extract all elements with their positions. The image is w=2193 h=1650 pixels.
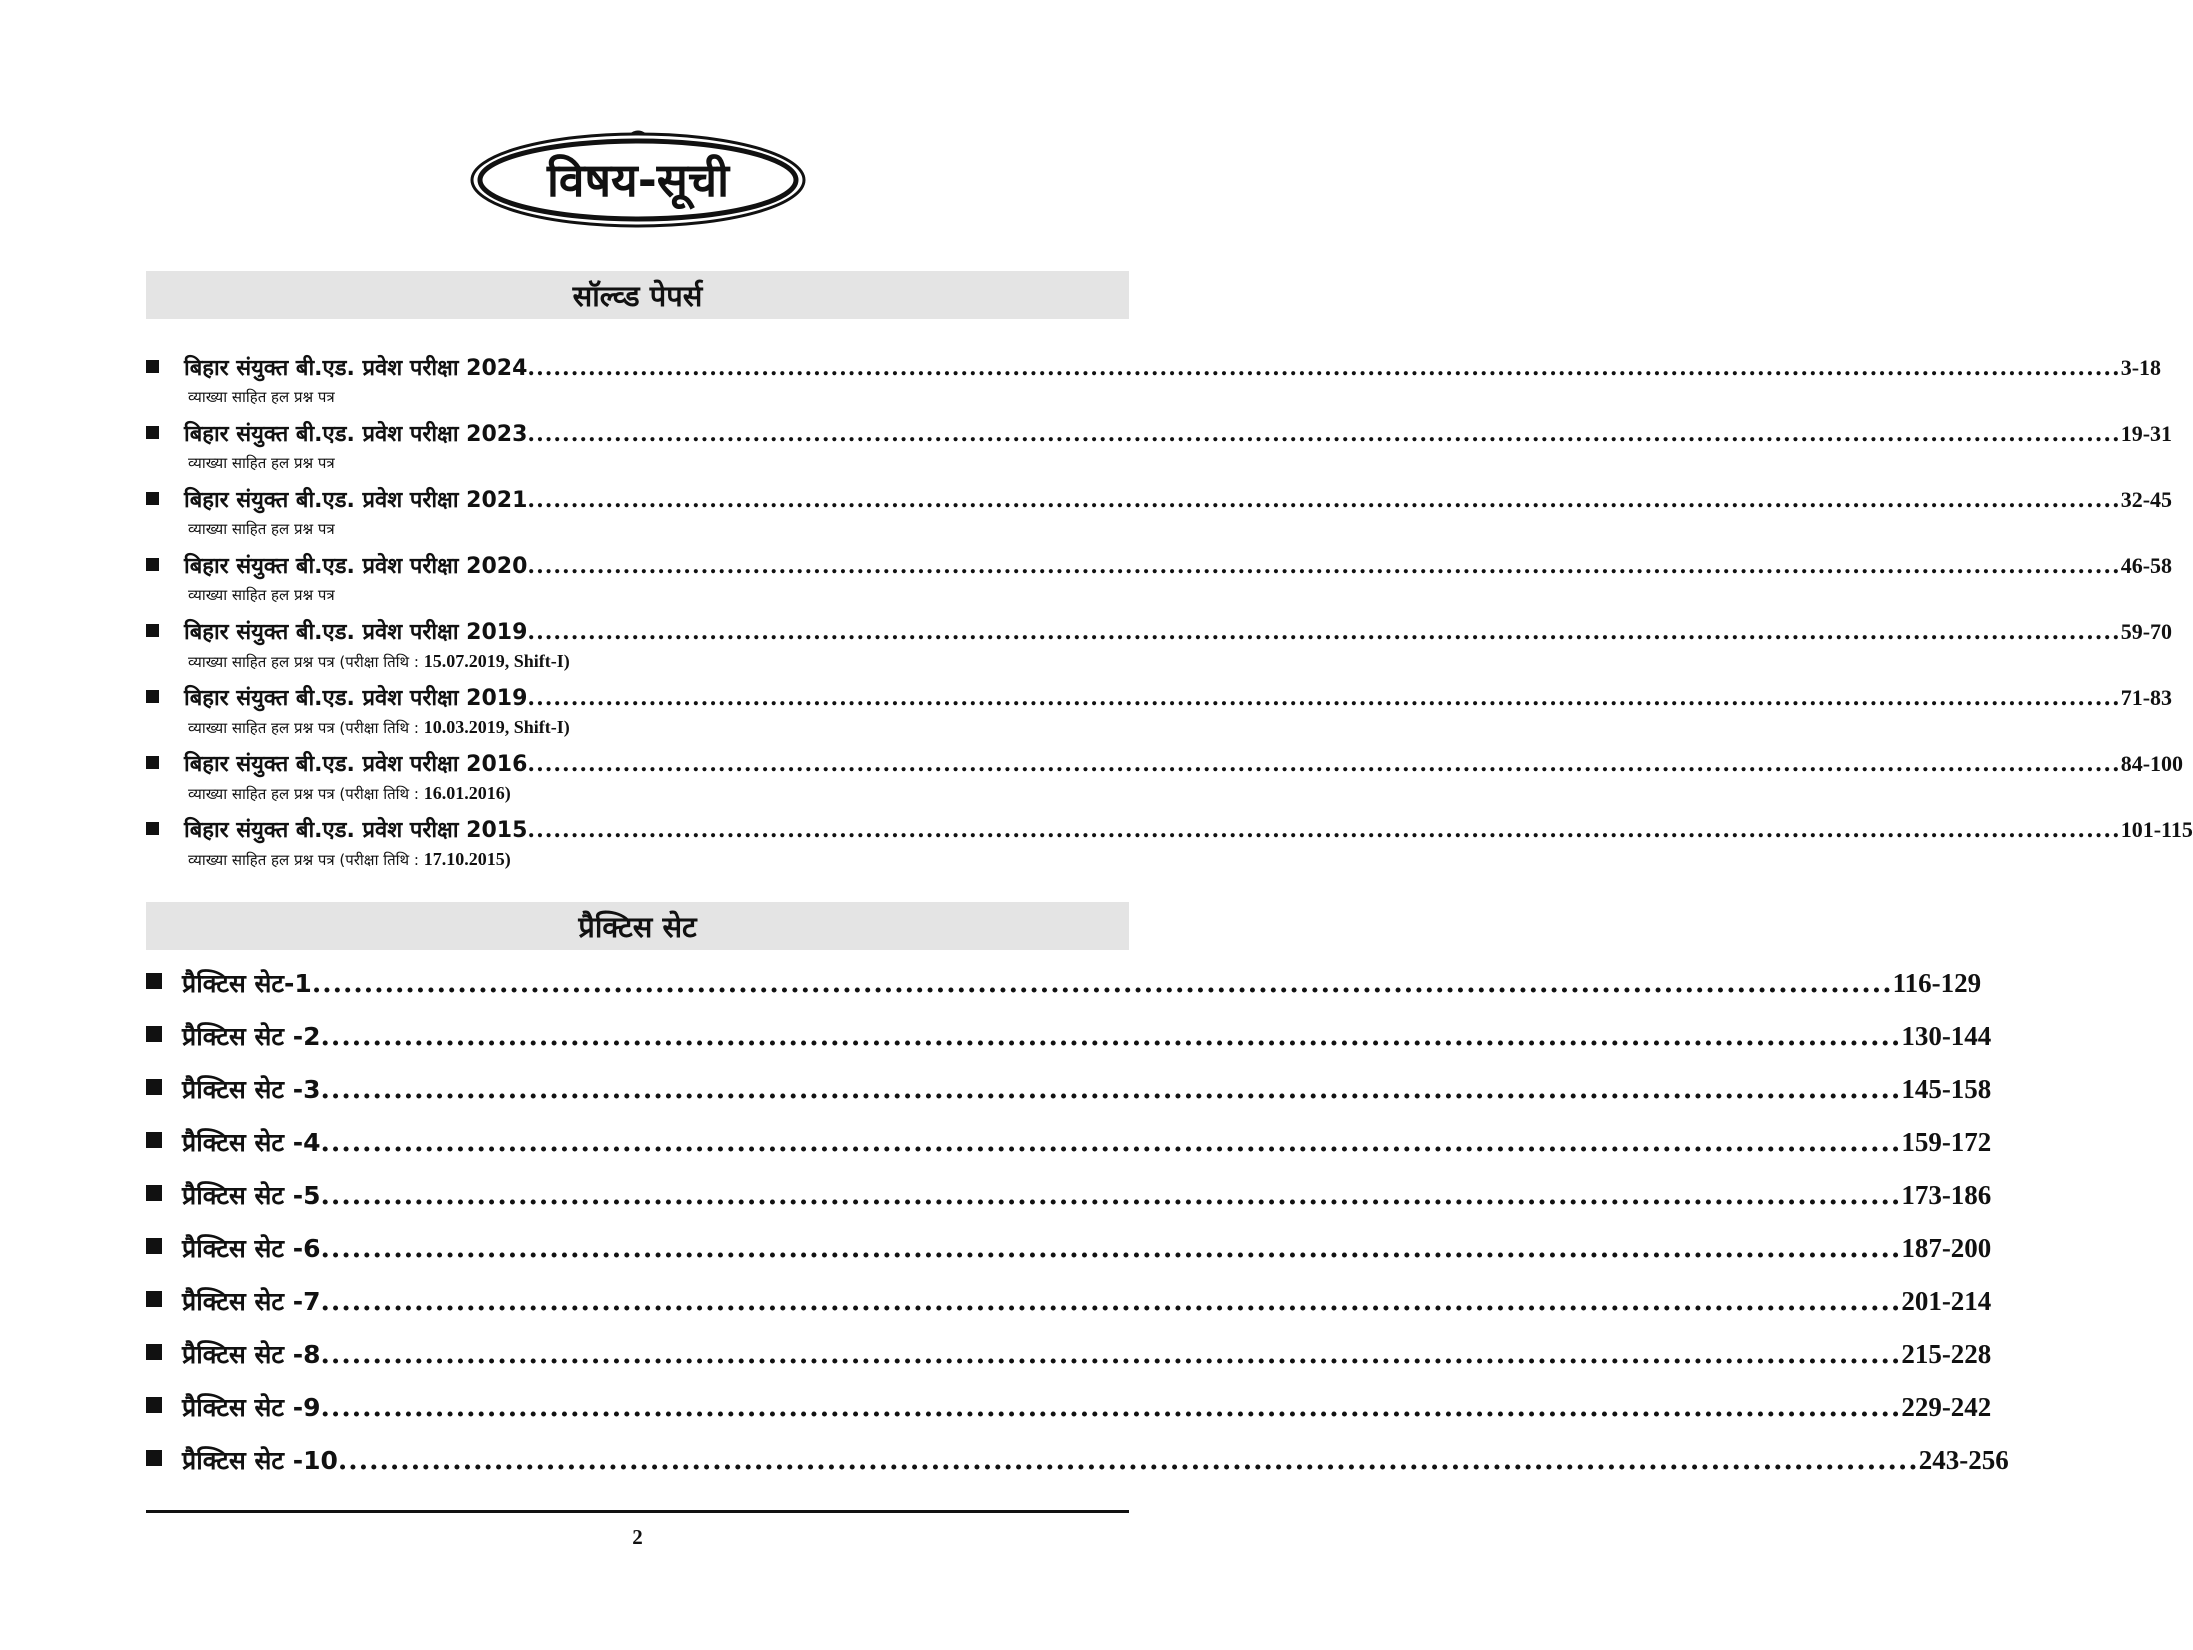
toc-entry[interactable] — [146, 418, 2173, 473]
entry-title: बिहार संयुक्त बी.एड. प्रवेश परीक्षा 2023 — [184, 422, 528, 447]
toc-entry[interactable] — [146, 1072, 1992, 1106]
dot-leader: ........................................................................................................................................................ — [320, 1286, 1902, 1317]
practice-sets-heading: प्रैक्टिस सेट — [146, 902, 1129, 950]
dot-leader: ........................................................................................................................................................................................ — [527, 619, 2121, 645]
entry-pages: 173-186 — [1901, 1180, 1992, 1210]
toc-entry[interactable] — [146, 352, 2162, 407]
entry-pages: 145-158 — [1901, 1074, 1992, 1104]
bullet-icon — [146, 1079, 162, 1095]
entry-pages: 71-83 — [2120, 685, 2173, 710]
dot-leader: ........................................................................................................................................................ — [311, 968, 1893, 999]
toc-entry[interactable] — [146, 616, 2173, 672]
bullet-icon — [146, 1026, 162, 1042]
entry-title: प्रैक्टिस सेट -9 — [182, 1393, 321, 1422]
exam-date: 17.10.2015) — [423, 849, 511, 869]
entry-title: बिहार संयुक्त बी.एड. प्रवेश परीक्षा 2024 — [184, 356, 528, 381]
toc-entry[interactable] — [146, 1337, 1992, 1371]
toc-entry[interactable] — [146, 966, 1982, 1000]
entry-pages: 229-242 — [1901, 1392, 1992, 1422]
dot-leader: ........................................................................................................................................................ — [320, 1074, 1902, 1105]
dot-leader: ........................................................................................................................................................................................ — [527, 685, 2121, 711]
dot-leader: ........................................................................................................................................................ — [320, 1021, 1902, 1052]
dot-leader: ........................................................................................................................................................ — [320, 1233, 1902, 1264]
exam-date: 10.03.2019, Shift-I) — [423, 717, 570, 737]
entry-title: बिहार संयुक्त बी.एड. प्रवेश परीक्षा 2016 — [184, 752, 528, 777]
entry-pages: 101-115 — [2120, 817, 2193, 842]
entry-pages: 84-100 — [2120, 751, 2184, 776]
entry-subtitle: व्याख्या साहित हल प्रश्न पत्र — [188, 586, 335, 604]
exam-date: 15.07.2019, Shift-I) — [423, 651, 570, 671]
entry-pages: 59-70 — [2120, 619, 2173, 644]
page-title-badge — [468, 128, 808, 230]
entry-subtitle: व्याख्या साहित हल प्रश्न पत्र — [188, 454, 335, 472]
page-title: विषय-सूची — [546, 153, 730, 207]
entry-subtitle: व्याख्या साहित हल प्रश्न पत्र (परीक्षा तिथि : 15.07.2019, Shift-I) — [188, 651, 570, 671]
dot-leader: ........................................................................................................................................................ — [320, 1127, 1902, 1158]
entry-title: बिहार संयुक्त बी.एड. प्रवेश परीक्षा 2021 — [184, 488, 528, 513]
bullet-icon — [146, 1185, 162, 1201]
entry-pages: 159-172 — [1901, 1127, 1992, 1157]
dot-leader: ........................................................................................................................................................................................ — [527, 487, 2121, 513]
toc-entry[interactable] — [146, 1443, 2009, 1477]
toc-entry[interactable] — [146, 748, 2184, 804]
entry-pages: 130-144 — [1901, 1021, 1992, 1051]
entry-pages: 46-58 — [2120, 553, 2173, 578]
entry-title: प्रैक्टिस सेट-1 — [182, 969, 312, 998]
entry-pages: 116-129 — [1892, 968, 1982, 998]
entry-subtitle: व्याख्या साहित हल प्रश्न पत्र (परीक्षा तिथि : 17.10.2015) — [188, 849, 511, 869]
entry-subtitle: व्याख्या साहित हल प्रश्न पत्र (परीक्षा तिथि : 16.01.2016) — [188, 783, 511, 803]
bullet-icon — [146, 492, 159, 505]
toc-entry[interactable] — [146, 1125, 1992, 1159]
entry-title: बिहार संयुक्त बी.एड. प्रवेश परीक्षा 2019 — [184, 686, 528, 711]
dot-leader: ........................................................................................................................................................................................ — [527, 421, 2121, 447]
toc-entry[interactable] — [146, 484, 2173, 539]
entry-subtitle: व्याख्या साहित हल प्रश्न पत्र (परीक्षा तिथि : 10.03.2019, Shift-I) — [188, 717, 570, 737]
toc-entry[interactable] — [146, 1019, 1992, 1053]
dot-leader: ........................................................................................................................................................ — [337, 1445, 1919, 1476]
dot-leader: ........................................................................................................................................................................................ — [527, 751, 2121, 777]
bullet-icon — [146, 1132, 162, 1148]
entry-pages: 32-45 — [2120, 487, 2173, 512]
toc-entry[interactable] — [146, 1231, 1992, 1265]
toc-entry[interactable] — [146, 682, 2173, 738]
bullet-icon — [146, 1291, 162, 1307]
footer-divider — [146, 1510, 1129, 1513]
entry-title: प्रैक्टिस सेट -10 — [182, 1446, 338, 1475]
entry-title: प्रैक्टिस सेट -6 — [182, 1234, 321, 1263]
entry-title: प्रैक्टिस सेट -3 — [182, 1075, 321, 1104]
entry-pages: 19-31 — [2120, 421, 2173, 446]
entry-subtitle: व्याख्या साहित हल प्रश्न पत्र — [188, 388, 335, 406]
dot-leader: ........................................................................................................................................................ — [320, 1339, 1902, 1370]
page-number: 2 — [632, 1525, 643, 1549]
bullet-icon — [146, 1450, 162, 1466]
bullet-icon — [146, 1344, 162, 1360]
exam-date: 16.01.2016) — [423, 783, 511, 803]
dot-leader: ........................................................................................................................................................................................ — [527, 817, 2121, 843]
entry-title: प्रैक्टिस सेट -5 — [182, 1181, 321, 1210]
entry-title: प्रैक्टिस सेट -8 — [182, 1340, 321, 1369]
bullet-icon — [146, 426, 159, 439]
dot-leader: ........................................................................................................................................................ — [320, 1180, 1902, 1211]
entry-pages: 187-200 — [1901, 1233, 1992, 1263]
entry-pages: 201-214 — [1901, 1286, 1992, 1316]
entry-title: प्रैक्टिस सेट -4 — [182, 1128, 321, 1157]
dot-leader: ........................................................................................................................................................................................ — [527, 355, 2121, 381]
entry-subtitle: व्याख्या साहित हल प्रश्न पत्र — [188, 520, 335, 538]
solved-papers-heading: सॉल्व्ड पेपर्स — [146, 271, 1129, 319]
bullet-icon — [146, 690, 159, 703]
bullet-icon — [146, 1238, 162, 1254]
bullet-icon — [146, 624, 159, 637]
entry-pages: 215-228 — [1901, 1339, 1992, 1369]
bullet-icon — [146, 360, 159, 373]
entry-pages: 3-18 — [2120, 355, 2162, 380]
bullet-icon — [146, 973, 162, 989]
entry-title: बिहार संयुक्त बी.एड. प्रवेश परीक्षा 2019 — [184, 620, 528, 645]
entry-pages: 243-256 — [1918, 1445, 2009, 1475]
toc-entry[interactable] — [146, 1284, 1992, 1318]
toc-entry[interactable] — [146, 1390, 1992, 1424]
toc-entry[interactable] — [146, 1178, 1992, 1212]
bullet-icon — [146, 1397, 162, 1413]
dot-leader: ........................................................................................................................................................................................ — [527, 553, 2121, 579]
bullet-icon — [146, 558, 159, 571]
entry-title: बिहार संयुक्त बी.एड. प्रवेश परीक्षा 2020 — [184, 554, 528, 579]
bullet-icon — [146, 756, 159, 769]
toc-entry[interactable] — [146, 814, 2193, 870]
dot-leader: ........................................................................................................................................................ — [320, 1392, 1902, 1423]
entry-title: बिहार संयुक्त बी.एड. प्रवेश परीक्षा 2015 — [184, 818, 528, 843]
toc-entry[interactable] — [146, 550, 2173, 605]
bullet-icon — [146, 822, 159, 835]
entry-title: प्रैक्टिस सेट -2 — [182, 1022, 321, 1051]
entry-title: प्रैक्टिस सेट -7 — [182, 1287, 321, 1316]
